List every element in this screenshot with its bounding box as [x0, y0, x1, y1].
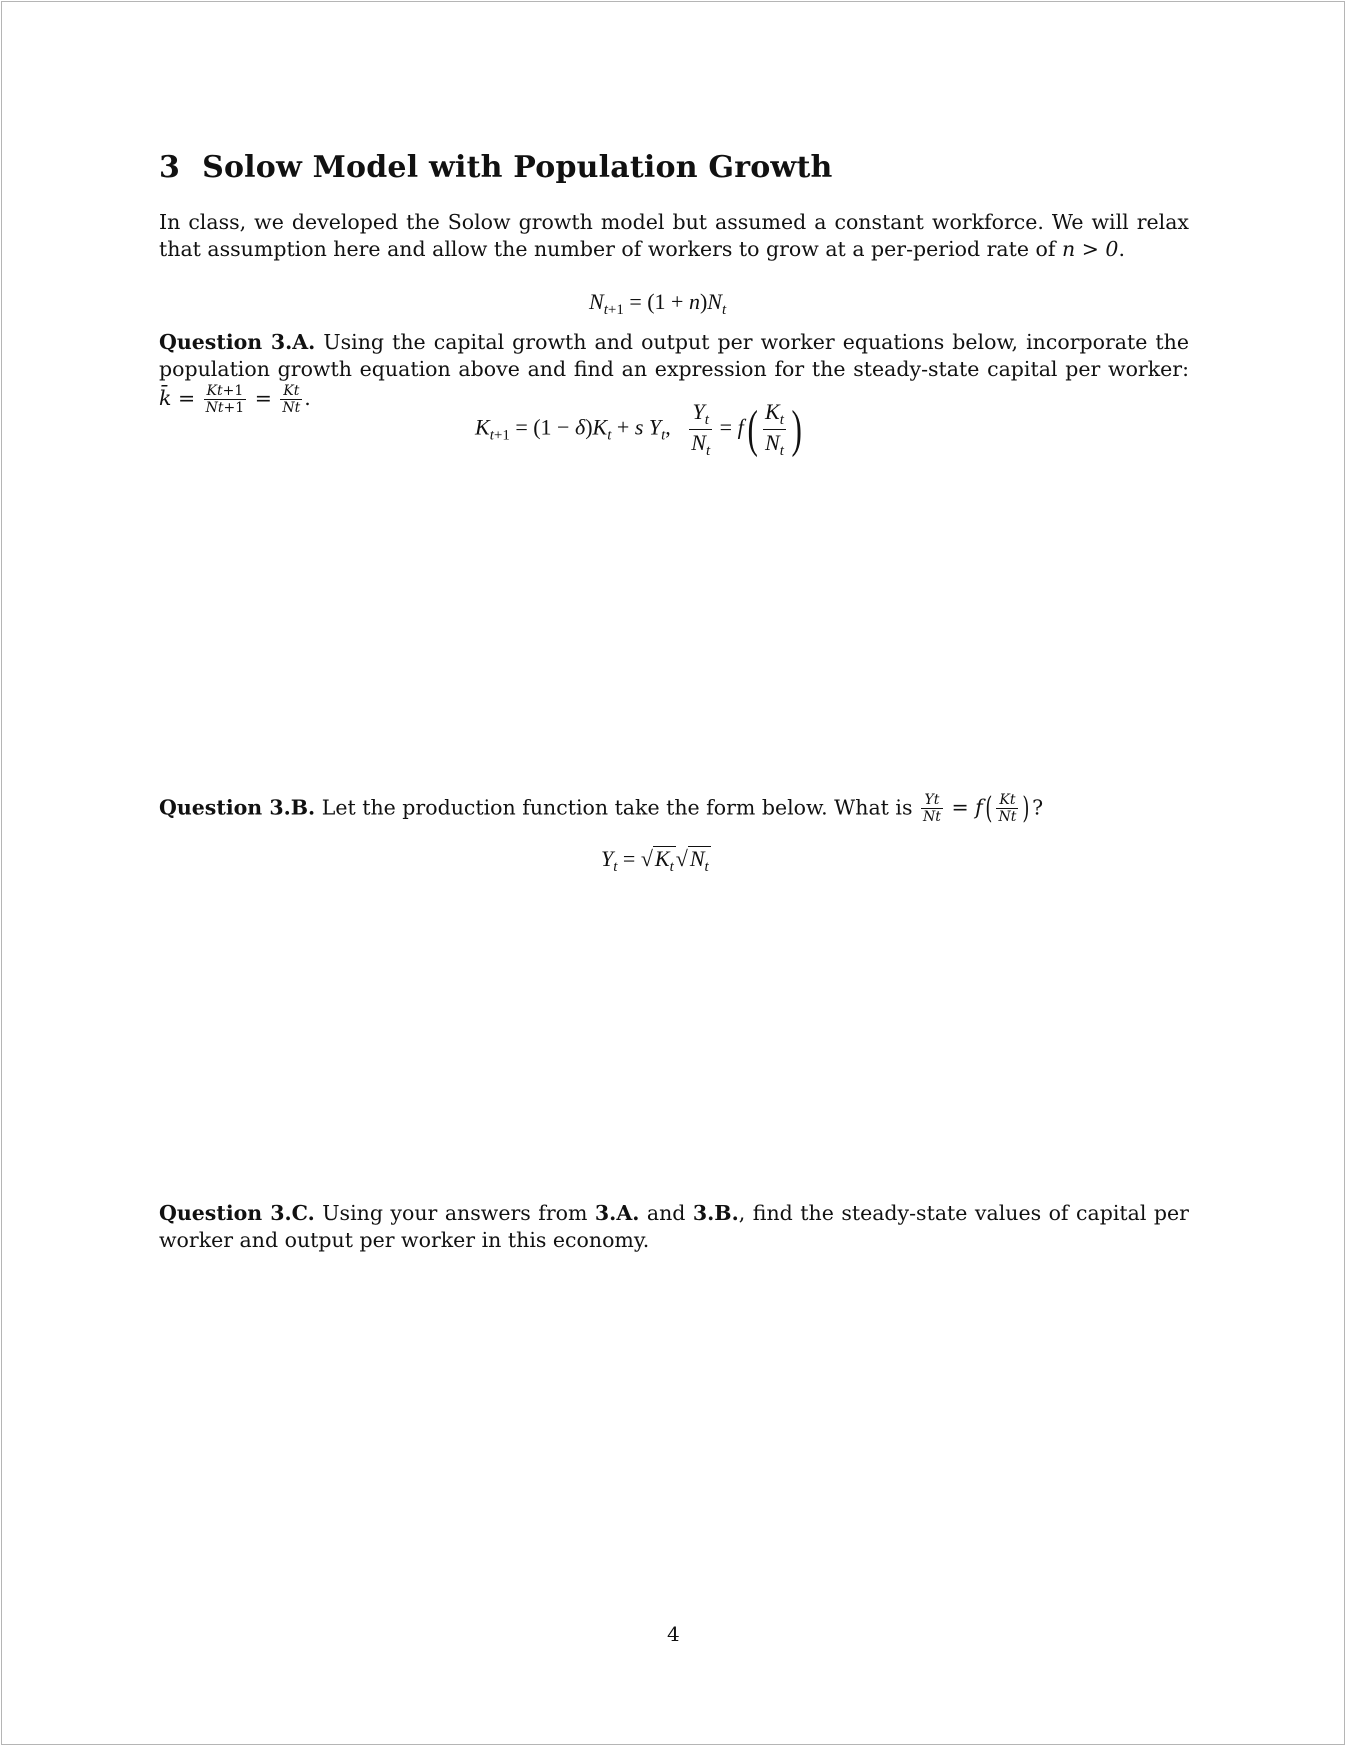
intro-text: In class, we developed the Solow growth model but assumed a constant workforce. We will relax that assumption here and allow the number of workers to grow at a per-period rate of	[159, 210, 1189, 261]
question-3b-math: $\frac{Yt}{Nt}$ = f( $\frac{Kt}{Nt}$ )	[923, 791, 1030, 827]
capital-output-equations: $K_{t+1} = (1 - \delta)K_t + s$ $Y_t$, $\frac{Y_t}{N_t}$ = f( $\frac{K_t}{N_t}$ )	[475, 399, 802, 460]
question-3c	[159, 1200, 1189, 1254]
question-3c-ref-b: 3.B.	[692, 1201, 739, 1225]
question-3c-label: Question 3.C.	[159, 1201, 315, 1225]
question-3b	[159, 792, 1189, 826]
section-title: Solow Model with Population Growth	[202, 150, 833, 185]
question-3b-end: ?	[1032, 795, 1044, 820]
question-3b-label: Question 3.B.	[159, 795, 316, 820]
intro-math: n > 0	[1062, 237, 1119, 261]
question-3c-ref-a: 3.A.	[594, 1201, 640, 1225]
question-3a-math: k̄ = $\frac{Kt+1}{Nt+1}$ = $\frac{Kt}{Nt}$ .	[159, 383, 311, 417]
intro-paragraph	[159, 209, 1189, 263]
question-3c-text-2: and	[646, 1201, 686, 1225]
intro-end: .	[1118, 237, 1125, 261]
question-3c-text-1: Using your answers from	[322, 1201, 588, 1225]
section-number: 3	[159, 150, 181, 185]
population-equation: $N_{t+1} = (1 + n)N_t$	[589, 289, 727, 318]
page-number: 4	[667, 1622, 680, 1646]
question-3a-label: Question 3.A.	[159, 330, 316, 354]
section-heading	[159, 150, 833, 185]
question-3a-text: Using the capital growth and output per worker equations below, incorporate the population growth equation above and find an expression for the steady-state capital per worker:	[159, 330, 1189, 381]
question-3c-text-3: , find the steady-state values of capital per worker and output per worker in this economy.	[159, 1201, 1189, 1252]
question-3b-text: Let the production function take the form below. What is	[321, 795, 913, 820]
production-function-equation: $Y_t = √K_t√N_t$	[601, 846, 709, 875]
